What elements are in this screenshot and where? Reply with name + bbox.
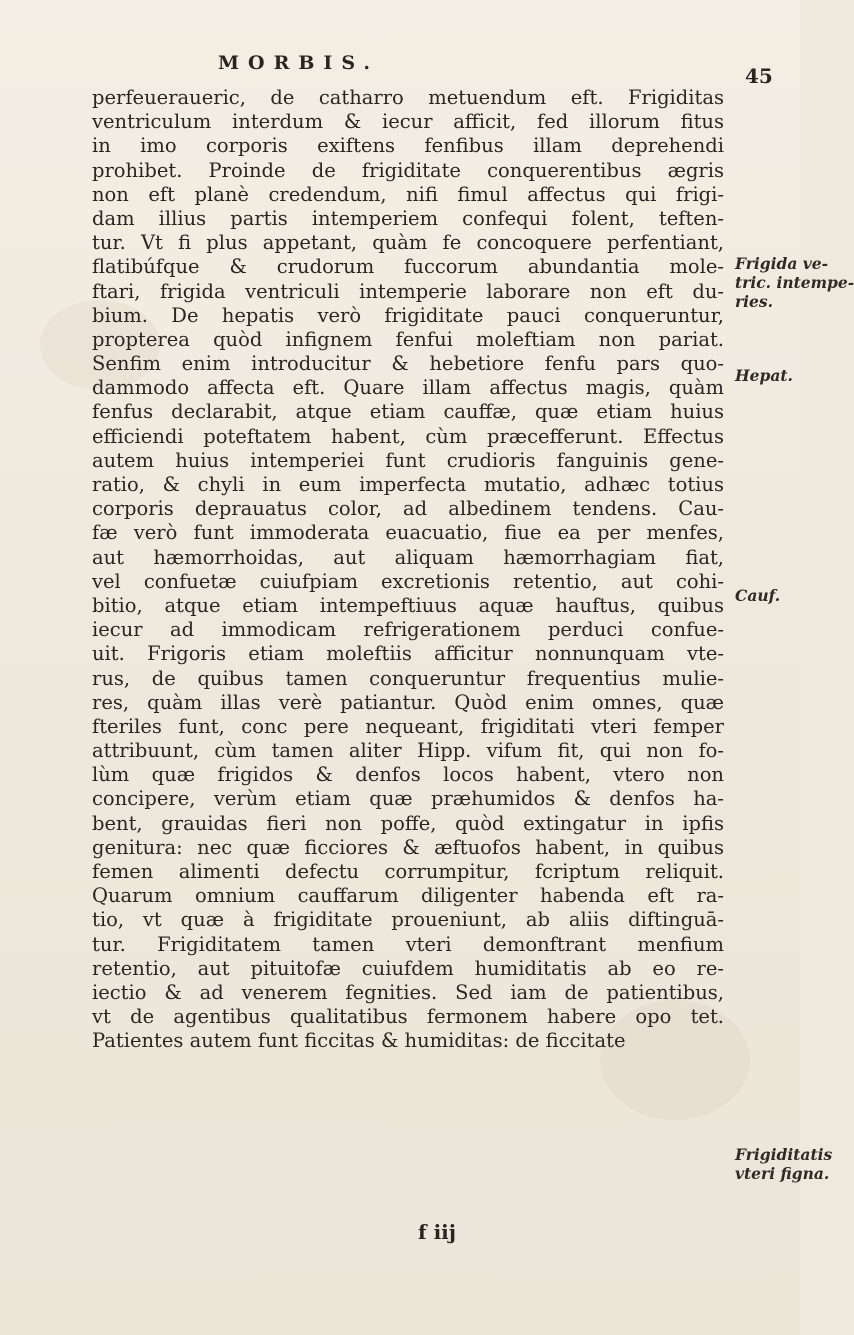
text-line: iecur ad immodicam refrigerationem perduci confue- (92, 618, 724, 642)
text-line: uit. Frigoris etiam moleftiis afficitur nonnunquam vte- (92, 642, 724, 666)
margin-note-frigiditatis (735, 1145, 833, 1183)
text-line: genitura: nec quæ ficciores & æftuofos habent, in quibus (92, 835, 724, 859)
text-line: in imo corporis exiftens fenfibus illam deprehendi (92, 134, 724, 158)
text-line: rus, de quibus tamen conqueruntur frequentius mulie- (92, 666, 724, 690)
margin-note-line: Cauf. (735, 586, 781, 605)
text-line: vel confuetæ cuiufpiam excretionis retentio, aut cohi- (92, 569, 724, 593)
text-line: fæ verò funt immoderata euacuatio, fiue ea per menfes, (92, 521, 724, 545)
text-line: Quarum omnium cauffarum diligenter habenda eft ra- (92, 884, 724, 908)
margin-note-line: tric. intempe- (735, 273, 854, 292)
signature-mark: f iij (418, 1220, 456, 1244)
text-line: bium. De hepatis verò frigiditate pauci conqueruntur, (92, 303, 724, 327)
text-line: bent, grauidas fieri non poffe, quòd extingatur in ipfis (92, 811, 724, 835)
margin-note-line: Frigida ve- (735, 254, 829, 273)
running-head (0, 52, 800, 88)
text-line: tur. Vt fi plus appetant, quàm fe concoquere perfentiant, (92, 231, 724, 255)
page-number: 45 (745, 64, 773, 88)
text-line: iectio & ad venerem fegnities. Sed iam de patientibus, (92, 980, 724, 1004)
margin-note-line: ries. (735, 292, 774, 311)
margin-note-caus (735, 586, 797, 605)
text-line: concipere, verùm etiam quæ præhumidos & denfos ha- (92, 787, 724, 811)
margin-note-frigida-ventric (735, 254, 854, 311)
text-line: bitio, atque etiam intempeftiuus aquæ hauftus, quibus (92, 593, 724, 617)
text-line: ratio, & chyli in eum imperfecta mutatio, adhæc totius (92, 473, 724, 496)
text-line: dammodo affecta eft. Quare illam affectus magis, quàm (92, 376, 724, 400)
text-line: dam illius partis intemperiem confequi folent, teften- (92, 206, 724, 230)
text-line: ftari, frigida ventriculi intemperie laborare non eft du- (92, 279, 724, 303)
text-line: propterea quòd infignem fenfui moleftiam non pariat. (92, 327, 724, 351)
text-line: non eft planè credendum, nifi fimul affectus qui frigi- (92, 182, 724, 206)
text-line: Patientes autem funt ficcitas & humiditas: de ficcitate (92, 1029, 626, 1053)
text-line: perfeueraueric, de catharro metuendum eft. Frigiditas (92, 86, 724, 109)
text-line: attribuunt, cùm tamen aliter Hipp. vifum fit, qui non fo- (92, 739, 724, 763)
body-text (92, 86, 724, 1054)
margin-note-line: Hepat. (735, 366, 793, 385)
text-line: tio, vt quæ à frigiditate proueniunt, ab aliis diftinguā- (92, 908, 724, 932)
text-line: femen alimenti defectu corrumpitur, fcriptum reliquit. (92, 860, 724, 883)
text-line: aut hæmorrhoidas, aut aliquam hæmorrhagiam fiat, (92, 545, 724, 569)
text-line: autem huius intemperiei funt crudioris fanguinis gene- (92, 448, 724, 472)
text-line: prohibet. Proinde de frigiditate conquerentibus ægris (92, 158, 724, 182)
text-line: fenfus declarabit, atque etiam cauffæ, quæ etiam huius (92, 400, 724, 424)
text-line: efficiendi poteftatem habent, cùm præcefferunt. Effectus (92, 424, 724, 448)
text-line: vt de agentibus qualitatibus fermonem habere opo tet. (92, 1005, 724, 1029)
text-line: tur. Frigiditatem tamen vteri demonftrant menfium (92, 932, 724, 956)
margin-note-hepat (735, 366, 797, 385)
margin-note-line: vteri figna. (735, 1164, 830, 1183)
text-line: lùm quæ frigidos & denfos locos habent, vtero non (92, 763, 724, 787)
text-line: res, quàm illas verè patiantur. Quòd enim omnes, quæ (92, 690, 724, 714)
running-title: MORBIS. (218, 52, 379, 74)
text-line: corporis deprauatus color, ad albedinem tendens. Cau- (92, 497, 724, 521)
margin-note-line: Frigiditatis (735, 1145, 833, 1164)
text-line: flatibúfque & crudorum fuccorum abundantia mole- (92, 255, 724, 279)
text-line: ventriculum interdum & iecur afficit, fed illorum fitus (92, 110, 724, 134)
text-line: retentio, aut pituitofæ cuiufdem humiditatis ab eo re- (92, 956, 724, 980)
text-line: Senfim enim introducitur & hebetiore fenfu pars quo- (92, 352, 724, 376)
text-line: fteriles funt, conc pere nequeant, frigiditati vteri femper (92, 714, 724, 738)
